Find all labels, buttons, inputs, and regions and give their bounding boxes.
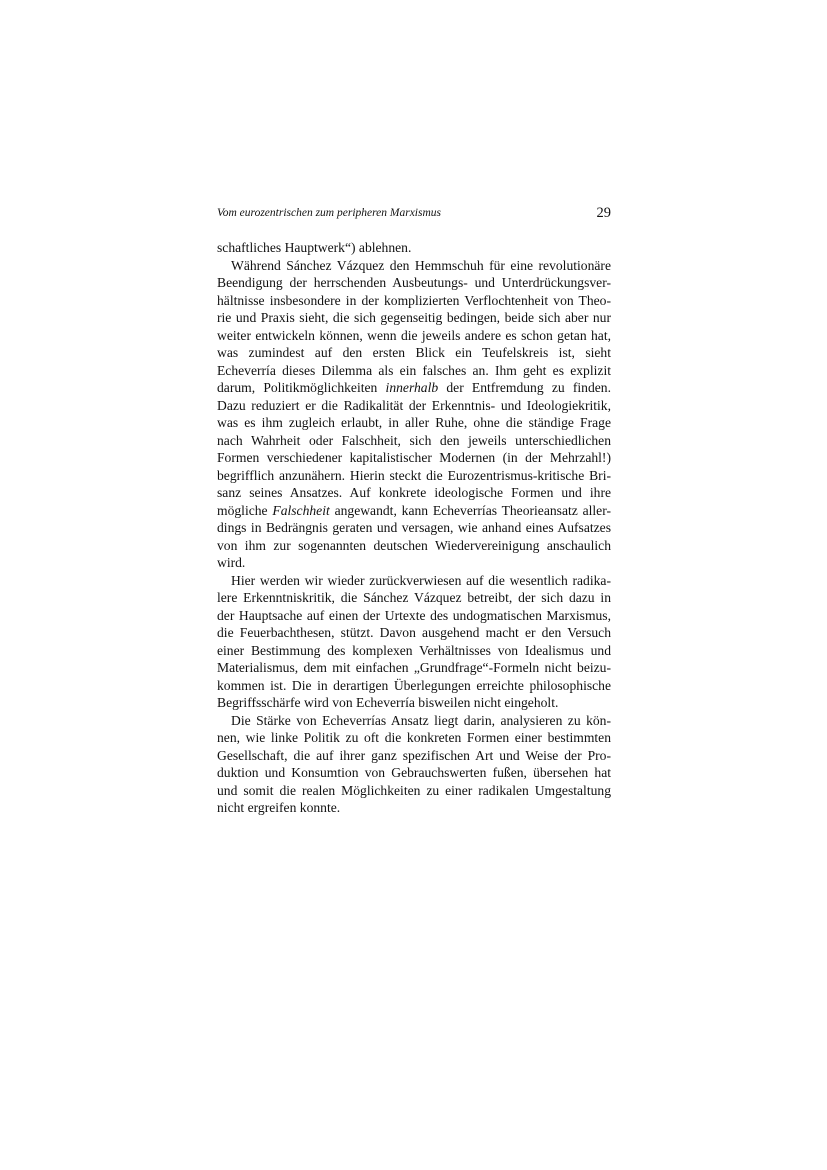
text-line: lere Erkenntniskritik, die Sánchez Vázquez betreibt, der sich dazu in bbox=[217, 590, 611, 605]
text-line bbox=[217, 379, 611, 397]
body-text bbox=[217, 239, 611, 817]
text-line: Während Sánchez Vázquez den Hemmschuh für eine revolutionäre bbox=[231, 257, 611, 273]
text-segment: mögliche bbox=[217, 502, 273, 518]
text-line: Materialismus, dem mit einfachen „Grundfrage“-Formeln nicht beizu- bbox=[217, 660, 611, 675]
text-segment: darum, Politikmöglichkeiten bbox=[217, 380, 386, 395]
text-line: von ihm zur sogenannten deutschen Wiedervereinigung anschaulich bbox=[217, 537, 611, 553]
text-line: Hier werden wir wieder zurückverwiesen auf die wesentlich radika- bbox=[231, 572, 611, 588]
text-line: sanz seines Ansatzes. Auf konkrete ideologische Formen und ihre bbox=[217, 485, 611, 500]
text-line: einer Bestimmung des komplexen Verhältnisses von Idealismus und bbox=[217, 642, 611, 658]
text-line: Die Stärke von Echeverrías Ansatz liegt darin, analysieren zu kön- bbox=[231, 712, 611, 728]
text-line: kommen ist. Die in derartigen Überlegungen erreichte philosophische bbox=[217, 677, 611, 693]
text-line: begrifflich anzunähern. Hierin steckt die Eurozentrismus-kritische Bri- bbox=[217, 467, 611, 483]
emphasized-word: Falschheit bbox=[272, 502, 330, 518]
text-line: Dazu reduziert er die Radikalität der Erkenntnis- und Ideologiekritik, bbox=[217, 397, 611, 413]
text-line: nicht ergreifen konnte. bbox=[217, 800, 341, 815]
running-header bbox=[217, 205, 611, 225]
text-line: Begriffsschärfe wird von Echeverría bisweilen nicht eingeholt. bbox=[217, 695, 559, 710]
text-line: wird. bbox=[217, 555, 246, 570]
text-line bbox=[217, 502, 611, 520]
text-line: Beendigung der herrschenden Ausbeutungs- und Unterdrückungsver- bbox=[217, 275, 611, 290]
text-line: die Feuerbachthesen, stützt. Davon ausgehend macht er den Versuch bbox=[217, 625, 611, 640]
text-line: hältnisse insbesondere in der komplizierten Verflochtenheit von Theo- bbox=[217, 292, 611, 308]
text-line: schaftliches Hauptwerk“) ablehnen. bbox=[217, 240, 412, 255]
text-line: was es ihm zugleich erlaubt, in aller Ruhe, ohne die ständige Frage bbox=[217, 415, 611, 430]
text-line: und somit die realen Möglichkeiten zu einer radikalen Umgestaltung bbox=[217, 782, 611, 798]
text-line: nen, wie linke Politik zu oft die konkreten Formen einer bestimmten bbox=[217, 730, 611, 745]
text-line: was zumindest auf den ersten Blick ein Teufelskreis ist, sieht bbox=[217, 345, 611, 360]
text-line: Formen verschiedener kapitalistischer Modernen (in der Mehrzahl!) bbox=[217, 450, 611, 465]
running-title: Vom eurozentrischen zum peripheren Marxismus bbox=[217, 207, 442, 219]
page-number: 29 bbox=[596, 205, 611, 221]
text-segment: der Entfremdung zu finden. bbox=[438, 380, 611, 395]
text-line: weiter entwickeln können, wenn die jeweils andere es schon getan hat, bbox=[217, 327, 611, 343]
text-line: rie und Praxis sieht, die sich gegenseitig bedingen, beide sich aber nur bbox=[217, 310, 611, 325]
text-line: dings in Bedrängnis geraten und versagen, wie anhand eines Aufsatzes bbox=[217, 520, 611, 535]
text-line: der Hauptsache auf einen der Urtexte des undogmatischen Marxismus, bbox=[217, 607, 611, 623]
emphasized-word: innerhalb bbox=[385, 380, 439, 395]
text-line: nach Wahrheit oder Falschheit, sich den jeweils unterschiedlichen bbox=[217, 432, 611, 448]
text-line: Gesellschaft, die auf ihrer ganz spezifischen Art und Weise der Pro- bbox=[217, 747, 611, 763]
text-segment: angewandt, kann Echeverrías Theorieansatz aller- bbox=[329, 502, 611, 518]
text-line: Echeverría dieses Dilemma als ein falsches an. Ihm geht es explizit bbox=[217, 362, 611, 378]
text-line: duktion und Konsumtion von Gebrauchswerten fußen, übersehen hat bbox=[217, 765, 611, 780]
